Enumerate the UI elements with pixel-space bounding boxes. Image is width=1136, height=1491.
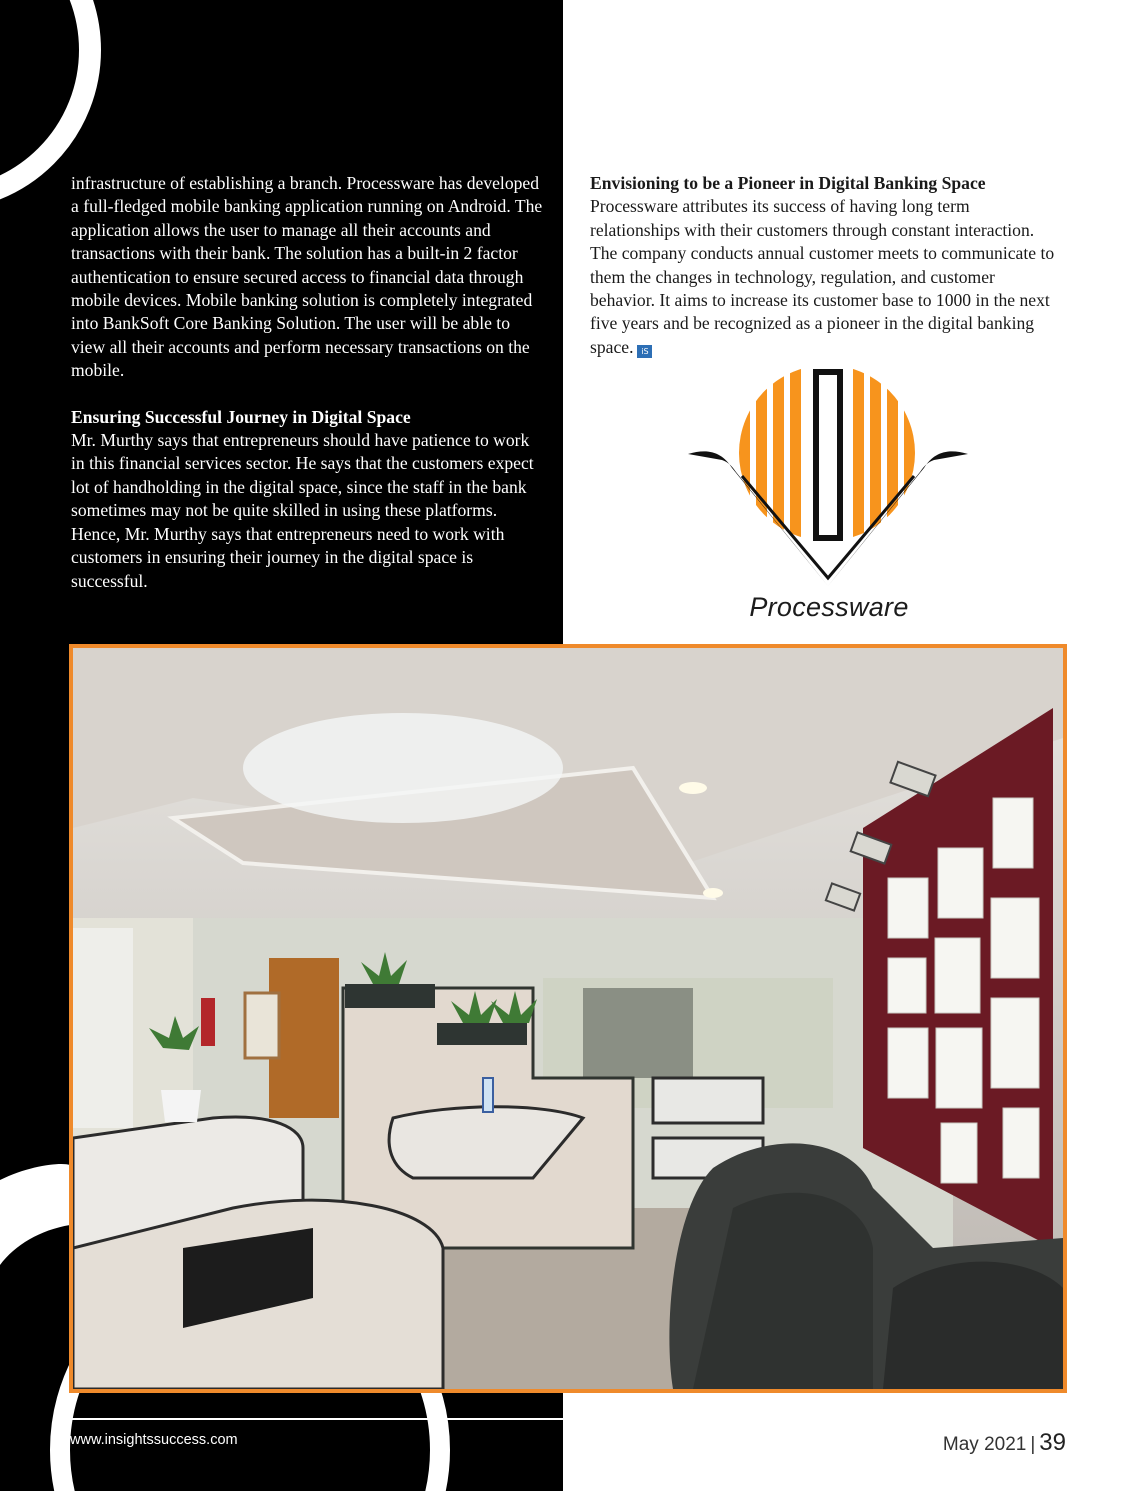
left-paragraph-2: Mr. Murthy says that entrepreneurs should have patience to work in this financial services sector. He says that the customers expect lot of handholding in the digital space, since the staff in the bank sometimes may not be quite skilled in using these platforms. Hence, Mr. Murthy says that entrepreneurs need to work with customers in ensuring their journey in the digital space is successful. (71, 430, 534, 591)
footer-issue-page (943, 1429, 1066, 1457)
footer-rule (70, 1418, 563, 1420)
left-heading: Ensuring Successful Journey in Digital Space (71, 406, 411, 427)
processware-logo (684, 368, 974, 630)
right-text-column (590, 172, 1060, 359)
bottom-left-arc-fill (0, 1164, 70, 1265)
logo-wordmark: Processware (749, 592, 909, 622)
footer-website: www.insightssuccess.com (70, 1432, 238, 1448)
footer-separator: | (1030, 1434, 1036, 1455)
office-photo (69, 644, 1067, 1393)
right-paragraph-text: Processware attributes its success of having long term relationships with their customers through constant interaction. The company conducts annual customer meets to communicate to them the changes in technology, regulation, and customer behavior. It aims to increase its customer base to 1000 in the next five years and be recognized as a pioneer in the digital banking space. (590, 196, 1055, 357)
footer-date: May 2021 (942, 1434, 1027, 1455)
logo-orange-stripes (739, 368, 915, 543)
office-illustration (73, 648, 1063, 1389)
logo-v-shape (688, 451, 968, 586)
processware-logo-mark (684, 368, 974, 593)
article-end-icon: iS (637, 345, 652, 358)
logo-center-pillar (816, 372, 840, 538)
left-text-column (71, 172, 546, 593)
right-paragraph (590, 195, 1060, 359)
right-heading: Envisioning to be a Pioneer in Digital Banking Space (590, 173, 986, 193)
page-number: 39 (1039, 1429, 1066, 1456)
left-paragraph-1: infrastructure of establishing a branch. Processware has developed a full-fledged mobile banking application running on Android. The application allows the user to manage all their accounts and transactions with their bank. The solution has a built-in 2 factor authentication to ensure secured access to financial data through mobile devices. Mobile banking solution is completely integrated into BankSoft Core Banking Solution. The user will be able to view all their accounts and perform necessary transactions on the mobile. (71, 173, 543, 381)
top-arc (0, 0, 90, 200)
